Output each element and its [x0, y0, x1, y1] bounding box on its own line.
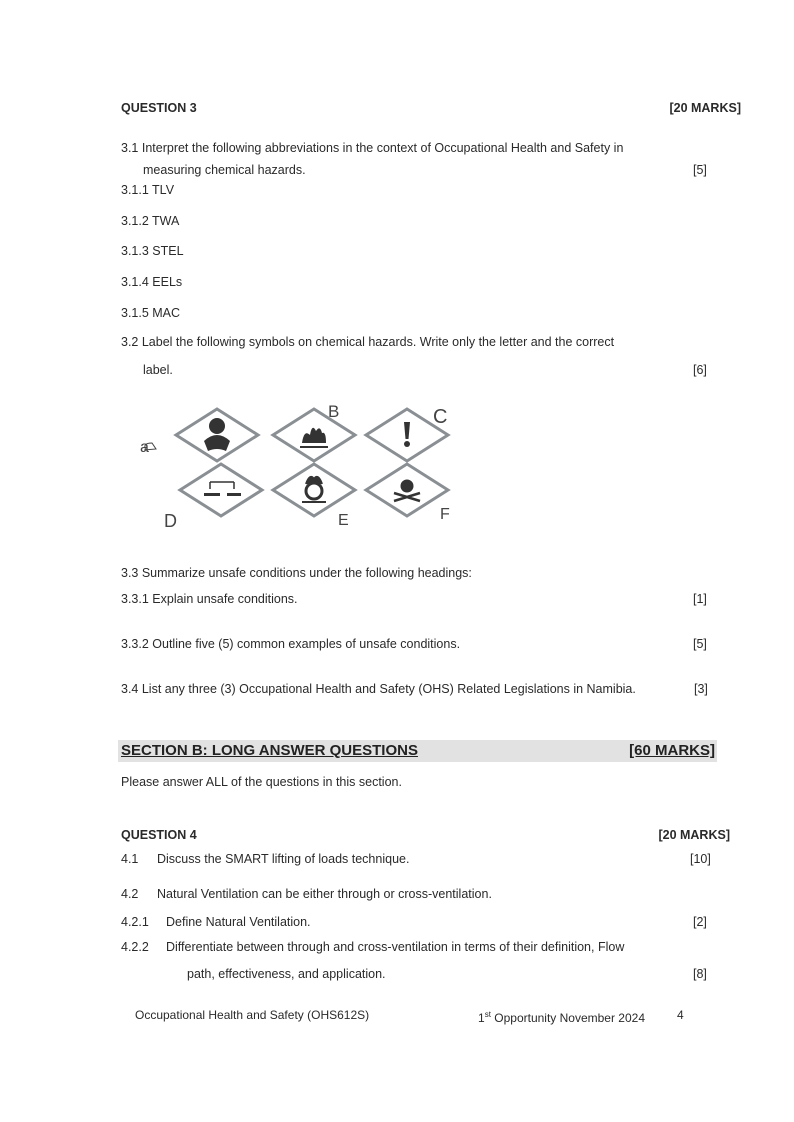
hazard-symbols-figure: [130, 395, 470, 530]
q3-4-marks: [3]: [694, 682, 708, 696]
q4-1-text: Discuss the SMART lifting of loads technique.: [157, 852, 410, 866]
question-4-marks: [20 MARKS]: [658, 828, 730, 842]
q4-1-num: 4.1: [121, 852, 139, 866]
question-3-title: QUESTION 3: [121, 101, 197, 115]
question-3-marks: [20 MARKS]: [669, 101, 741, 115]
symbol-letter-c: C: [433, 406, 448, 428]
symbol-letter-b: B: [328, 402, 340, 421]
section-b-marks: [60 MARKS]: [629, 742, 715, 759]
q4-2-2-num: 4.2.2: [121, 940, 149, 954]
q3-3-2-marks: [5]: [693, 637, 707, 651]
q3-3-1-marks: [1]: [693, 592, 707, 606]
q4-2-1-num: 4.2.1: [121, 915, 149, 929]
q4-1-marks: [10]: [690, 852, 711, 866]
footer-opportunity-text: Opportunity November 2024: [490, 1011, 646, 1025]
section-b-header: [118, 740, 717, 762]
symbol-letter-f: F: [440, 506, 450, 523]
q3-1-text-line2: measuring chemical hazards.: [143, 163, 306, 177]
q4-2-1-text: Define Natural Ventilation.: [166, 915, 311, 929]
q3-2-text-line2: label.: [143, 363, 173, 377]
q3-1-5: 3.1.5 MAC: [121, 306, 181, 320]
section-b-instruction: Please answer ALL of the questions in this section.: [121, 775, 402, 789]
q3-1-3: 3.1.3 STEL: [121, 244, 184, 258]
q4-2-1-marks: [2]: [693, 915, 707, 929]
page-number: 4: [677, 1008, 684, 1022]
q3-1-2: 3.1.2 TWA: [121, 214, 180, 228]
q3-2-marks: [6]: [693, 363, 707, 377]
q4-2-2-marks: [8]: [693, 967, 707, 981]
question-4-title: QUESTION 4: [121, 828, 197, 842]
q4-2-text: Natural Ventilation can be either through or cross-ventilation.: [157, 887, 492, 901]
q3-4-text: 3.4 List any three (3) Occupational Health and Safety (OHS) Related Legislations in Namibia.: [121, 682, 636, 696]
q3-1-marks: [5]: [693, 163, 707, 177]
symbol-letter-a: a: [140, 439, 149, 456]
diamond-e: [273, 464, 355, 516]
q3-1-4: 3.1.4 EELs: [121, 275, 183, 289]
footer-course: Occupational Health and Safety (OHS612S): [135, 1008, 370, 1022]
symbol-letter-d: D: [164, 511, 177, 530]
q3-1-1: 3.1.1 TLV: [121, 183, 175, 197]
q3-3-2: 3.3.2 Outline five (5) common examples of unsafe conditions.: [121, 637, 461, 651]
q3-3-text: 3.3 Summarize unsafe conditions under the following headings:: [121, 566, 472, 580]
footer-ordinal: 1: [478, 1011, 485, 1025]
q3-1-text: 3.1 Interpret the following abbreviations in the context of Occupational Health and Safety in: [121, 141, 624, 155]
footer-opportunity: [478, 1007, 645, 1026]
diamond-d: [180, 464, 262, 516]
footer-ordinal-sup: st: [484, 1010, 491, 1019]
q3-2-text: 3.2 Label the following symbols on chemical hazards. Write only the letter and the correct: [121, 335, 615, 349]
q3-3-1: 3.3.1 Explain unsafe conditions.: [121, 592, 298, 606]
q4-2-num: 4.2: [121, 887, 139, 901]
symbol-letter-e: E: [338, 512, 349, 529]
section-b-title: SECTION B: LONG ANSWER QUESTIONS: [121, 742, 418, 759]
q4-2-2-text-line2: path, effectiveness, and application.: [187, 967, 386, 981]
q4-2-2-text: Differentiate between through and cross-ventilation in terms of their definition, Flow: [166, 940, 625, 954]
